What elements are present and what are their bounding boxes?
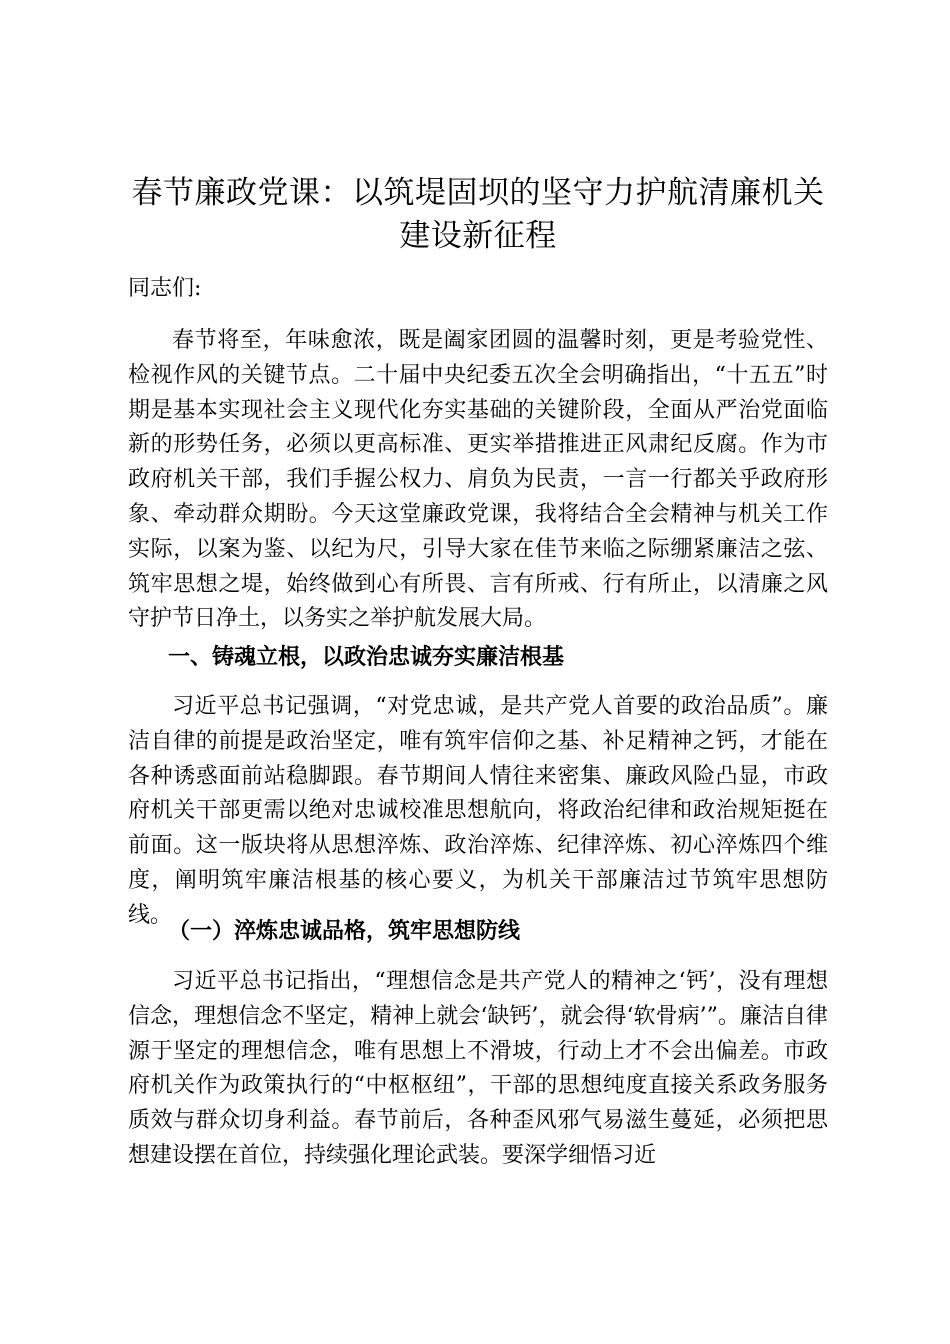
section-heading-1: 一、铸魂立根，以政治忠诚夯实廉洁根基 bbox=[168, 644, 565, 670]
paragraph-section-1: 习近平总书记强调，“对党忠诚，是共产党人首要的政治品质”。廉洁自律的前提是政治坚定，唯有筑牢信仰之基、补足精神之钙，才能在各种诱惑面前站稳脚跟。春节期间人情往来密集、廉政风险凸显，市政府机关干部更需以绝对忠诚校准思想航向，将政治纪律和政治规矩挺在前面。这一版块将从思想淬炼、政治淬炼、纪律淬炼、初心淬炼四个维度，阐明筑牢廉洁根基的核心要义，为机关干部廉洁过节筑牢思想防线。 bbox=[128, 694, 828, 928]
paragraph-intro: 春节将至，年味愈浓，既是阖家团圆的温馨时刻，更是考验党性、检视作风的关键节点。二十届中央纪委五次全会明确指出，“十五五”时期是基本实现社会主义现代化夯实基础的关键阶段，全面从严治党面临新的形势任务，必须以更高标准、更实举措推进正风肃纪反腐。作为市政府机关干部，我们手握公权力、肩负为民责，一言一行都关乎政府形象、牵动群众期盼。今天这堂廉政党课，我将结合全会精神与机关工作实际，以案为鉴、以纪为尺，引导大家在佳节来临之际绷紧廉洁之弦、筑牢思想之堤，始终做到心有所畏、言有所戒、行有所止，以清廉之风守护节日净土，以务实之举护航发展大局。 bbox=[128, 328, 828, 632]
paragraph-subsection-1: 习近平总书记指出，“理想信念是共产党人的精神之‘钙’，没有理想信念，理想信念不坚定，精神上就会‘缺钙’，就会得‘软骨病’”。廉洁自律源于坚定的理想信念，唯有思想上不滑坡，行动上才不会出偏差。市政府机关作为政策执行的“中枢枢纽”，干部的思想纯度直接关系政务服务质效与群众切身利益。春节前后，各种歪风邪气易滋生蔓延，必须把思想建设摆在首位，持续强化理论武装。要深学细悟习近 bbox=[128, 969, 828, 1168]
subsection-heading-1: （一）淬炼忠诚品格，筑牢思想防线 bbox=[168, 918, 521, 944]
greeting: 同志们: bbox=[128, 276, 202, 301]
document-title: 春节廉政党课：以筑堤固坝的坚守力护航清廉机关建设新征程 bbox=[131, 175, 825, 254]
